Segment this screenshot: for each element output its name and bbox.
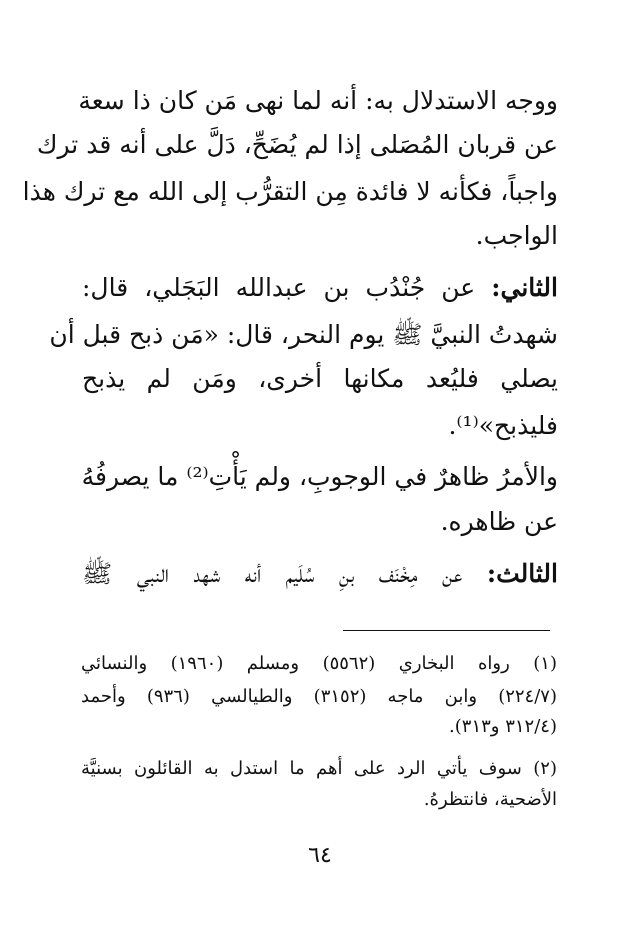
paragraph-3-line-1: والأمرُ ظاهرٌ في الوجوبِ، ولم يَأْتِ⁽²⁾ ما يصرفُهُ — [81, 462, 558, 491]
paragraph-1-line-3: واجباً، فكأنه لا فائدة مِن التقرُّب إلى الله مع ترك هذا — [22, 177, 558, 206]
footnote-1-line-1: (١) رواه البخاري (٥٥٦٢) ومسلم (١٩٦٠) والنسائي — [81, 653, 557, 674]
footnote-separator — [343, 630, 550, 631]
page-number: ٦٤ — [308, 843, 332, 868]
paragraph-4-line-1-text: عن مِخْنَف بنِ سُلَيم أنه شهد النبي ﷺ — [82, 559, 487, 588]
footnote-1-line-3: (٣١٢/٤ و٣١٣). — [449, 716, 557, 737]
paragraph-2-line-3: يصلي فليُعد مكانها أخرى، ومَن لم يذبح — [82, 364, 558, 393]
footnote-2-line-1: (٢) سوف يأتي الرد على أهم ما استدل به القائلون بسنيَّة — [81, 758, 557, 779]
paragraph-4-line-1 — [82, 561, 558, 586]
paragraph-2-line-1-text: عن جُنْدُب بن عبدالله البَجَلي، قال: — [82, 273, 492, 302]
section-label-second: الثاني: — [491, 273, 558, 302]
paragraph-2-line-2: شهدتُ النبيَّ ﷺ يوم النحر، قال: «مَن ذبح قبل أن — [49, 320, 558, 349]
paragraph-1-line-2: عن قربان المُصَلى إذا لم يُضَحِّ، دَلَّ على أنه قد ترك — [36, 130, 558, 159]
paragraph-1-line-4: الواجب. — [475, 221, 558, 250]
footnote-2-line-2: الأضحية، فانتظرهُ. — [423, 789, 557, 810]
paragraph-2-line-1 — [82, 275, 558, 300]
paragraph-2-line-4: فليذبح»⁽¹⁾. — [448, 411, 558, 440]
footnote-1-line-2: (٢٢٤/٧) وابن ماجه (٣١٥٢) والطيالسي (٩٣٦) وأحمد — [81, 686, 557, 707]
paragraph-3-line-2: عن ظاهره. — [440, 507, 558, 536]
section-label-third: الثالث: — [486, 559, 558, 588]
paragraph-1-line-1: ووجه الاستدلال به: أنه لما نهى مَن كان ذا سعة — [78, 86, 558, 115]
